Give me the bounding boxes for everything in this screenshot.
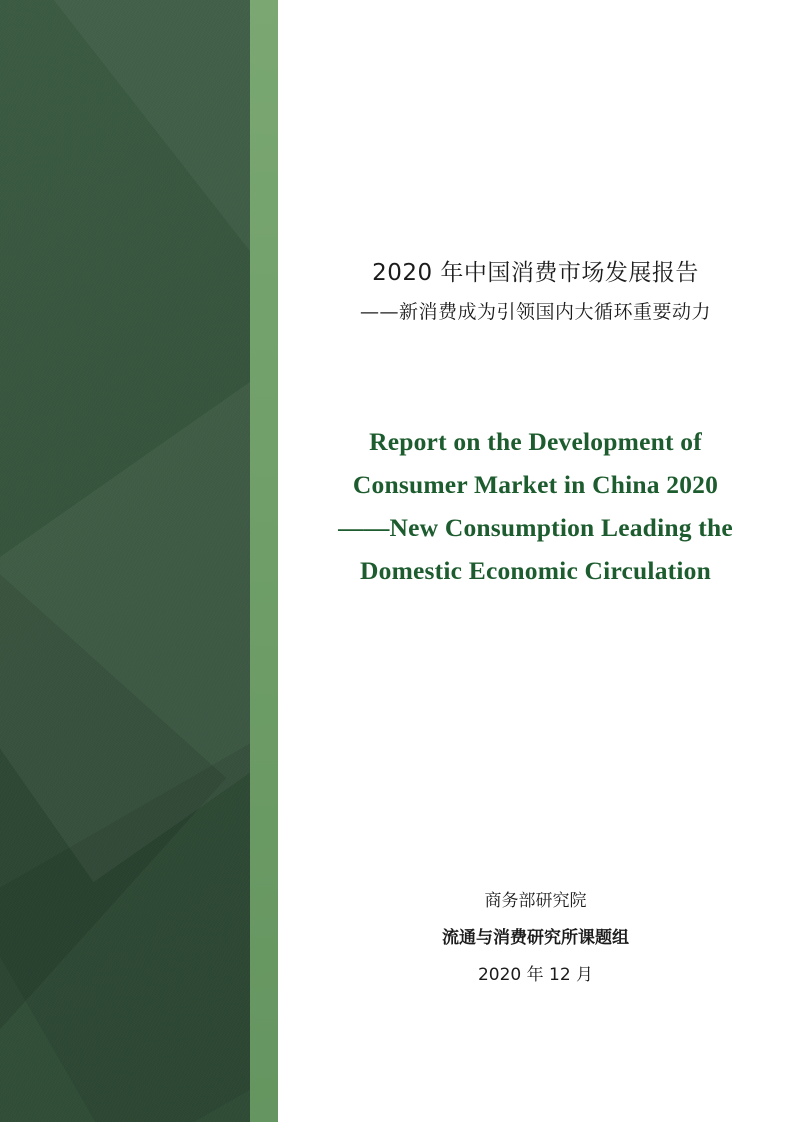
cover-light-green-stripe: [250, 0, 278, 1122]
english-title-line-2: Consumer Market in China 2020: [352, 470, 719, 499]
author-block: [278, 890, 793, 987]
author-department: 流通与消费研究所课题组: [442, 927, 629, 948]
english-title-block: [278, 420, 793, 592]
cover-decorative-band: [0, 0, 278, 1122]
page-subtitle-chinese: ——新消费成为引领国内大循环重要动力: [359, 301, 711, 324]
english-title-line-3: ——New Consumption Leading the: [338, 513, 733, 542]
english-title-line-1: Report on the Development of: [369, 427, 702, 456]
cover-texture-overlay: [0, 0, 250, 1122]
author-organization: 商务部研究院: [484, 891, 587, 911]
page-title-chinese: 2020 年中国消费市场发展报告: [372, 260, 699, 286]
cover-dark-green-panel: [0, 0, 250, 1122]
publication-date: 2020 年 12 月: [477, 964, 594, 985]
chinese-title-block: [278, 258, 793, 326]
cover-text-column: [278, 0, 793, 1122]
english-title-line-4: Domestic Economic Circulation: [360, 556, 711, 585]
